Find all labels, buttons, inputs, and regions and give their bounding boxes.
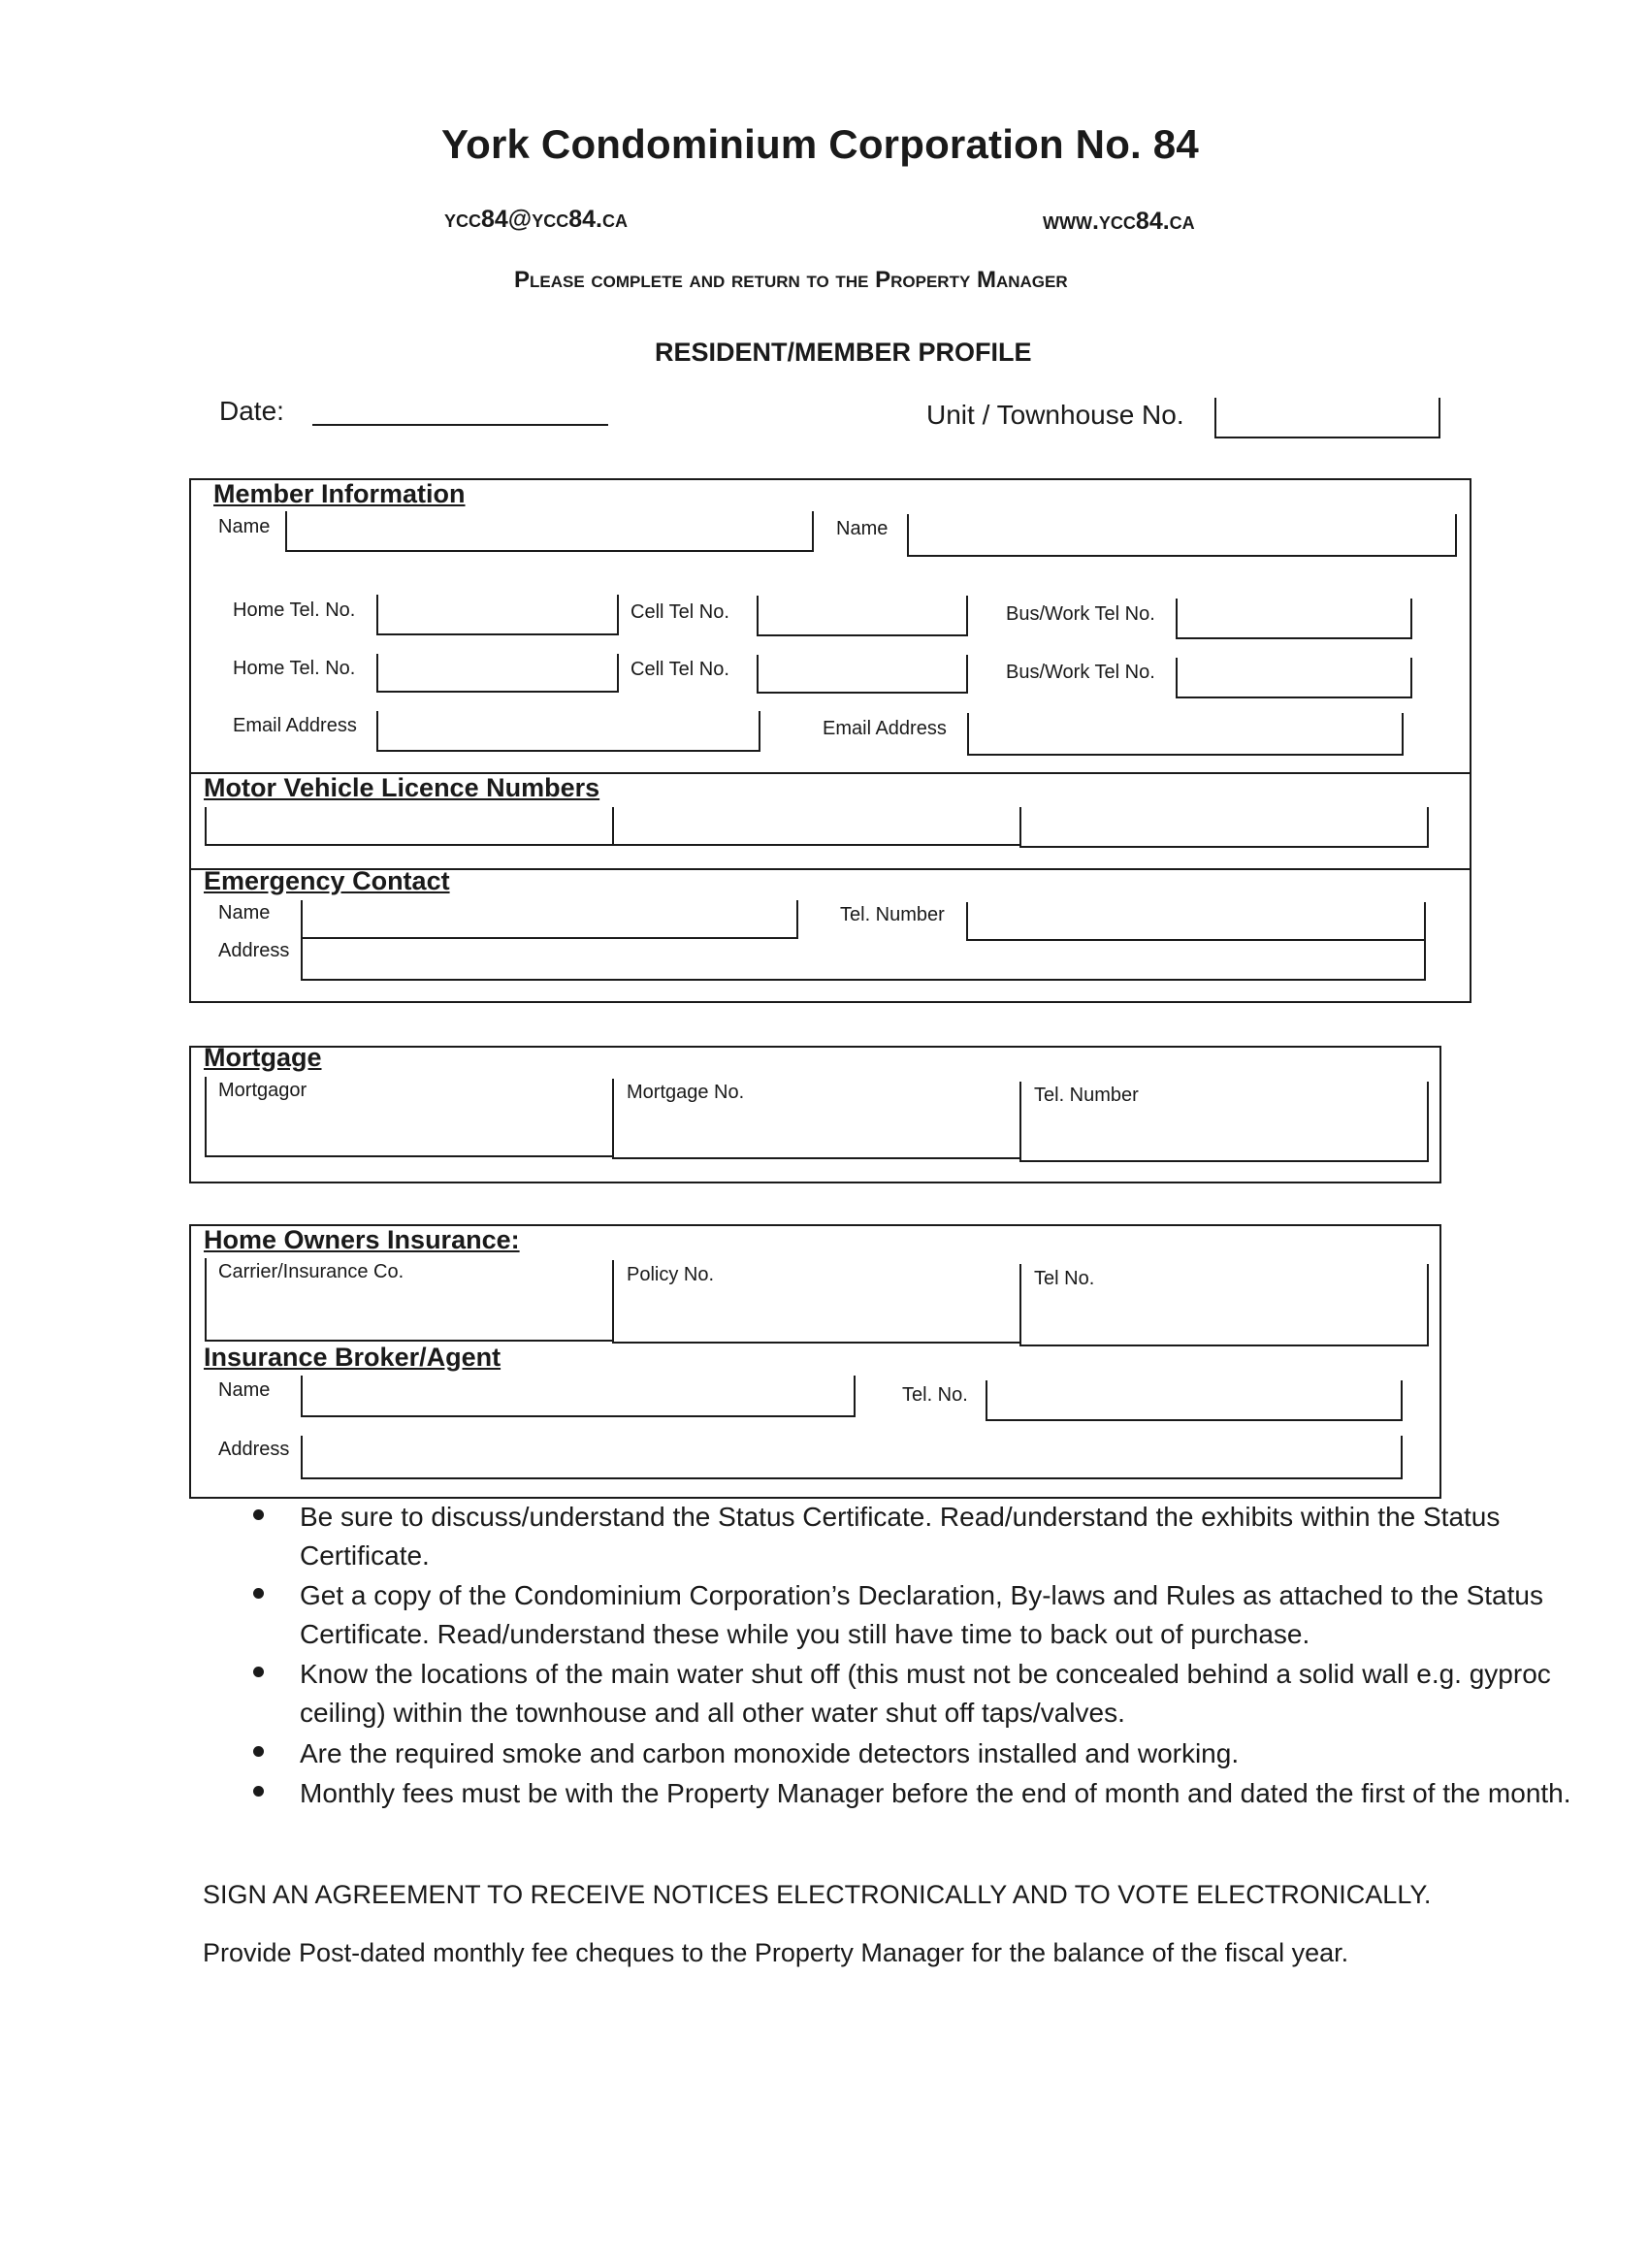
broker-tel-field[interactable] — [986, 1380, 1403, 1421]
work-tel-field-2[interactable] — [1176, 658, 1412, 698]
cell-tel-field-1[interactable] — [757, 596, 968, 636]
date-label: Date: — [219, 396, 284, 426]
postdated-cheques-note: Provide Post-dated monthly fee cheques to the Property Manager for the balance of the fiscal year. — [203, 1938, 1349, 1967]
cell-tel-label-2: Cell Tel No. — [630, 659, 729, 680]
home-tel-field-2[interactable] — [376, 654, 619, 693]
bullet-dot — [253, 1746, 264, 1757]
bullet-item-1: Be sure to discuss/understand the Status Certificate. Read/understand the exhibits within the Status Certificate. — [300, 1502, 1501, 1571]
member-name-label-1: Name — [218, 516, 271, 537]
email-label-1: Email Address — [233, 715, 357, 736]
vehicle-licence-field-1[interactable] — [205, 807, 614, 846]
bullet-dot — [253, 1588, 264, 1599]
website-link[interactable]: www.ycc84.ca — [1043, 208, 1195, 235]
bullet-item-3: Know the locations of the main water shut off (this must not be concealed behind a solid wall e.g. gyproc ceiling) within the townhouse and all other water shut off taps/valves. — [300, 1659, 1551, 1728]
cell-tel-field-2[interactable] — [757, 655, 968, 694]
mortgage-tel-field[interactable] — [1019, 1082, 1429, 1162]
mortgagor-field[interactable] — [205, 1077, 614, 1157]
document-title: York Condominium Corporation No. 84 — [441, 121, 1199, 167]
mortgage-number-field[interactable] — [612, 1079, 1021, 1159]
broker-name-field[interactable] — [301, 1376, 856, 1417]
email-label-2: Email Address — [823, 718, 947, 739]
vehicle-licence-field-2[interactable] — [612, 807, 1021, 846]
work-tel-field-1[interactable] — [1176, 599, 1412, 639]
cell-tel-label-1: Cell Tel No. — [630, 601, 729, 623]
unit-label: Unit / Townhouse No. — [926, 400, 1184, 430]
home-tel-label-2: Home Tel. No. — [233, 658, 356, 679]
insurance-heading: Home Owners Insurance: — [204, 1225, 520, 1254]
vehicle-licence-field-3[interactable] — [1019, 807, 1429, 848]
unit-number-field[interactable] — [1214, 398, 1440, 438]
insurance-tel-label: Tel No. — [1034, 1268, 1095, 1289]
mortgage-heading: Mortgage — [204, 1043, 322, 1072]
broker-tel-label: Tel. No. — [902, 1384, 968, 1406]
bullet-item-5: Monthly fees must be with the Property Manager before the end of month and dated the first of the month. — [300, 1778, 1571, 1808]
emergency-address-field[interactable] — [301, 939, 1426, 981]
member-info-heading: Member Information — [213, 479, 466, 508]
member-name-field-1[interactable] — [285, 511, 814, 552]
policy-label: Policy No. — [627, 1264, 715, 1285]
policy-field[interactable] — [612, 1260, 1021, 1344]
instruction-text: Please complete and return to the Property Manager — [514, 267, 1068, 293]
carrier-field[interactable] — [205, 1258, 614, 1342]
bullet-dot — [253, 1786, 264, 1797]
emergency-name-field[interactable] — [301, 900, 798, 939]
emergency-name-label: Name — [218, 902, 271, 923]
work-tel-label-1: Bus/Work Tel No. — [1006, 603, 1155, 625]
emergency-heading: Emergency Contact — [204, 866, 450, 895]
member-name-label-2: Name — [836, 518, 889, 539]
bullet-dot — [253, 1667, 264, 1677]
broker-name-label: Name — [218, 1379, 271, 1401]
date-field[interactable] — [312, 424, 608, 426]
emergency-tel-label: Tel. Number — [840, 904, 945, 925]
carrier-label: Carrier/Insurance Co. — [218, 1261, 404, 1282]
mortgagor-label: Mortgagor — [218, 1080, 307, 1101]
work-tel-label-2: Bus/Work Tel No. — [1006, 662, 1155, 683]
bullet-item-2: Get a copy of the Condominium Corporation’s Declaration, By-laws and Rules as attached to the Status Certificate. Read/understand these while you still have time to back out of purchase. — [300, 1580, 1543, 1649]
email-field-1[interactable] — [376, 711, 760, 752]
broker-address-field[interactable] — [301, 1436, 1403, 1479]
home-tel-field-1[interactable] — [376, 595, 619, 635]
emergency-address-label: Address — [218, 940, 290, 961]
email-link[interactable]: ycc84@ycc84.ca — [444, 206, 628, 233]
broker-heading: Insurance Broker/Agent — [204, 1343, 501, 1372]
member-name-field-2[interactable] — [907, 514, 1457, 557]
emergency-tel-field[interactable] — [966, 902, 1426, 941]
bullet-dot — [253, 1509, 264, 1520]
mortgage-tel-label: Tel. Number — [1034, 1085, 1139, 1106]
home-tel-label-1: Home Tel. No. — [233, 599, 356, 621]
broker-address-label: Address — [218, 1439, 290, 1460]
electronic-agreement-note: SIGN AN AGREEMENT TO RECEIVE NOTICES ELECTRONICALLY AND TO VOTE ELECTRONICALLY. — [203, 1880, 1432, 1909]
bullet-item-4: Are the required smoke and carbon monoxide detectors installed and working. — [300, 1738, 1240, 1768]
vehicles-heading: Motor Vehicle Licence Numbers — [204, 773, 600, 802]
insurance-tel-field[interactable] — [1019, 1264, 1429, 1346]
email-field-2[interactable] — [967, 713, 1404, 756]
mortgage-number-label: Mortgage No. — [627, 1082, 745, 1103]
form-title: RESIDENT/MEMBER PROFILE — [655, 338, 1032, 367]
